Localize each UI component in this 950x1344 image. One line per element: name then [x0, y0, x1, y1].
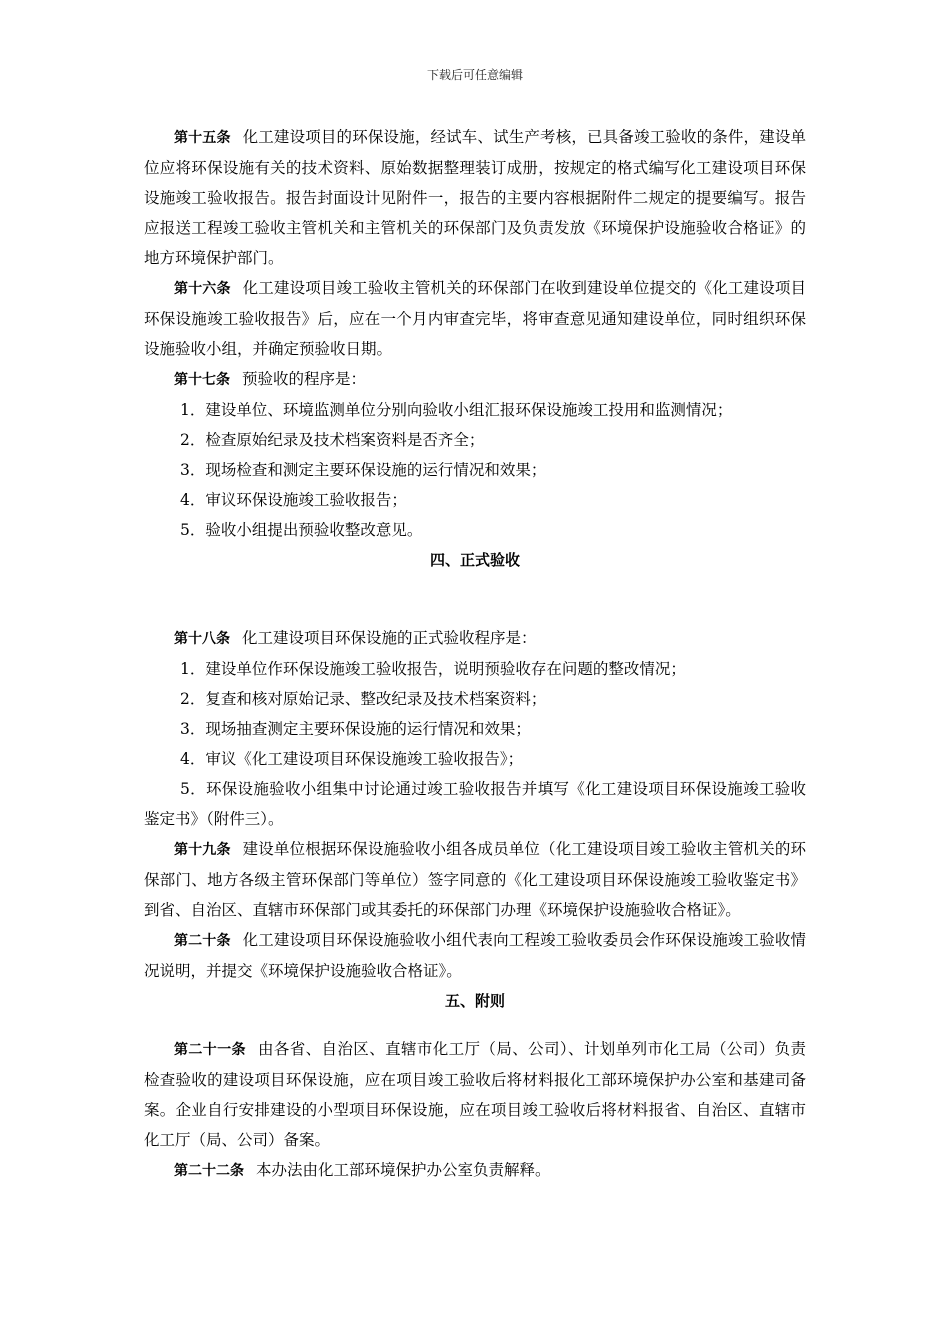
article-17 [144, 364, 806, 395]
article-18 [144, 623, 806, 654]
article-20 [144, 925, 806, 986]
article-16 [144, 273, 806, 364]
list-item: 3．现场抽查测定主要环保设施的运行情况和效果； [180, 720, 531, 738]
list-item: 1．建设单位作环保设施竣工验收报告，说明预验收存在问题的整改情况； [180, 660, 686, 678]
list-item: 5．验收小组提出预验收整改意见。 [180, 521, 423, 539]
article-text: 建设单位根据环保设施验收小组各成员单位（化工建设项目竣工验收主管机关的环保部门、地方各级主管环保部门等单位）签字同意的《化工建设项目环保设施竣工验收鉴定书》到省、自治区、直辖市环保部门或其委托的环保部门办理《环境保护设施验收合格证》。 [144, 840, 806, 919]
article-21 [144, 1034, 806, 1155]
article-22 [144, 1155, 806, 1186]
article-label: 第二十一条 [174, 1042, 246, 1058]
article-text: 由各省、自治区、直辖市化工厅（局、公司）、计划单列市化工局（公司）负责检查验收的建设项目环保设施，应在项目竣工验收后将材料报化工部环境保护办公室和基建司备案。企业自行安排建设的小型项目环保设施，应在项目竣工验收后将材料报省、自治区、直辖市化工厅（局、公司）备案。 [144, 1040, 806, 1149]
article-label: 第二十二条 [174, 1163, 244, 1179]
article-text: 化工建设项目环保设施的正式验收程序是： [242, 629, 537, 647]
list-item: 1．建设单位、环境监测单位分别向验收小组汇报环保设施竣工投用和监测情况； [180, 401, 733, 419]
list-item: 2．检查原始纪录及技术档案资料是否齐全； [180, 431, 485, 449]
article-text: 预验收的程序是： [242, 370, 367, 388]
article-15 [144, 122, 806, 273]
article-text: 本办法由化工部环境保护办公室负责解释。 [256, 1161, 551, 1179]
section-heading: 四、正式验收 [429, 551, 520, 569]
spacer [144, 575, 806, 623]
spacer [144, 1016, 806, 1034]
article-label: 第十七条 [174, 372, 230, 388]
document-body [144, 122, 806, 1186]
list-item: 4．审议环保设施竣工验收报告； [180, 491, 407, 509]
article-text: 化工建设项目竣工验收主管机关的环保部门在收到建设单位提交的《化工建设项目环保设施竣工验收报告》后，应在一个月内审查完毕，将审查意见通知建设单位，同时组织环保设施验收小组，并确定预验收日期。 [144, 279, 806, 358]
article-label: 第十八条 [174, 631, 230, 647]
article-label: 第二十条 [174, 933, 231, 949]
article-19 [144, 834, 806, 925]
list-item: 2．复查和核对原始记录、整改纪录及技术档案资料； [180, 690, 547, 708]
page-header: 下载后可任意编辑 [426, 68, 523, 82]
section-heading: 五、附则 [444, 992, 505, 1010]
article-text: 化工建设项目环保设施验收小组代表向工程竣工验收委员会作环保设施竣工验收情况说明，并提交《环境保护设施验收合格证》。 [144, 931, 806, 980]
list-item: 4．审议《化工建设项目环保设施竣工验收报告》； [180, 750, 524, 768]
list-item: 5．环保设施验收小组集中讨论通过竣工验收报告并填写《化工建设项目环保设施竣工验收鉴定书》（附件三）。 [144, 780, 806, 828]
article-label: 第十六条 [174, 281, 231, 297]
article-label: 第十九条 [174, 842, 231, 858]
list-item: 3．现场检查和测定主要环保设施的运行情况和效果； [180, 461, 547, 479]
article-text: 化工建设项目的环保设施，经试车、试生产考核，已具备竣工验收的条件，建设单位应将环保设施有关的技术资料、原始数据整理装订成册，按规定的格式编写化工建设项目环保设施竣工验收报告。报告封面设计见附件一，报告的主要内容根据附件二规定的提要编写。报告应报送工程竣工验收主管机关和主管机关的环保部门及负责发放《环境保护设施验收合格证》的地方环境保护部门。 [144, 128, 806, 267]
article-label: 第十五条 [174, 130, 231, 146]
